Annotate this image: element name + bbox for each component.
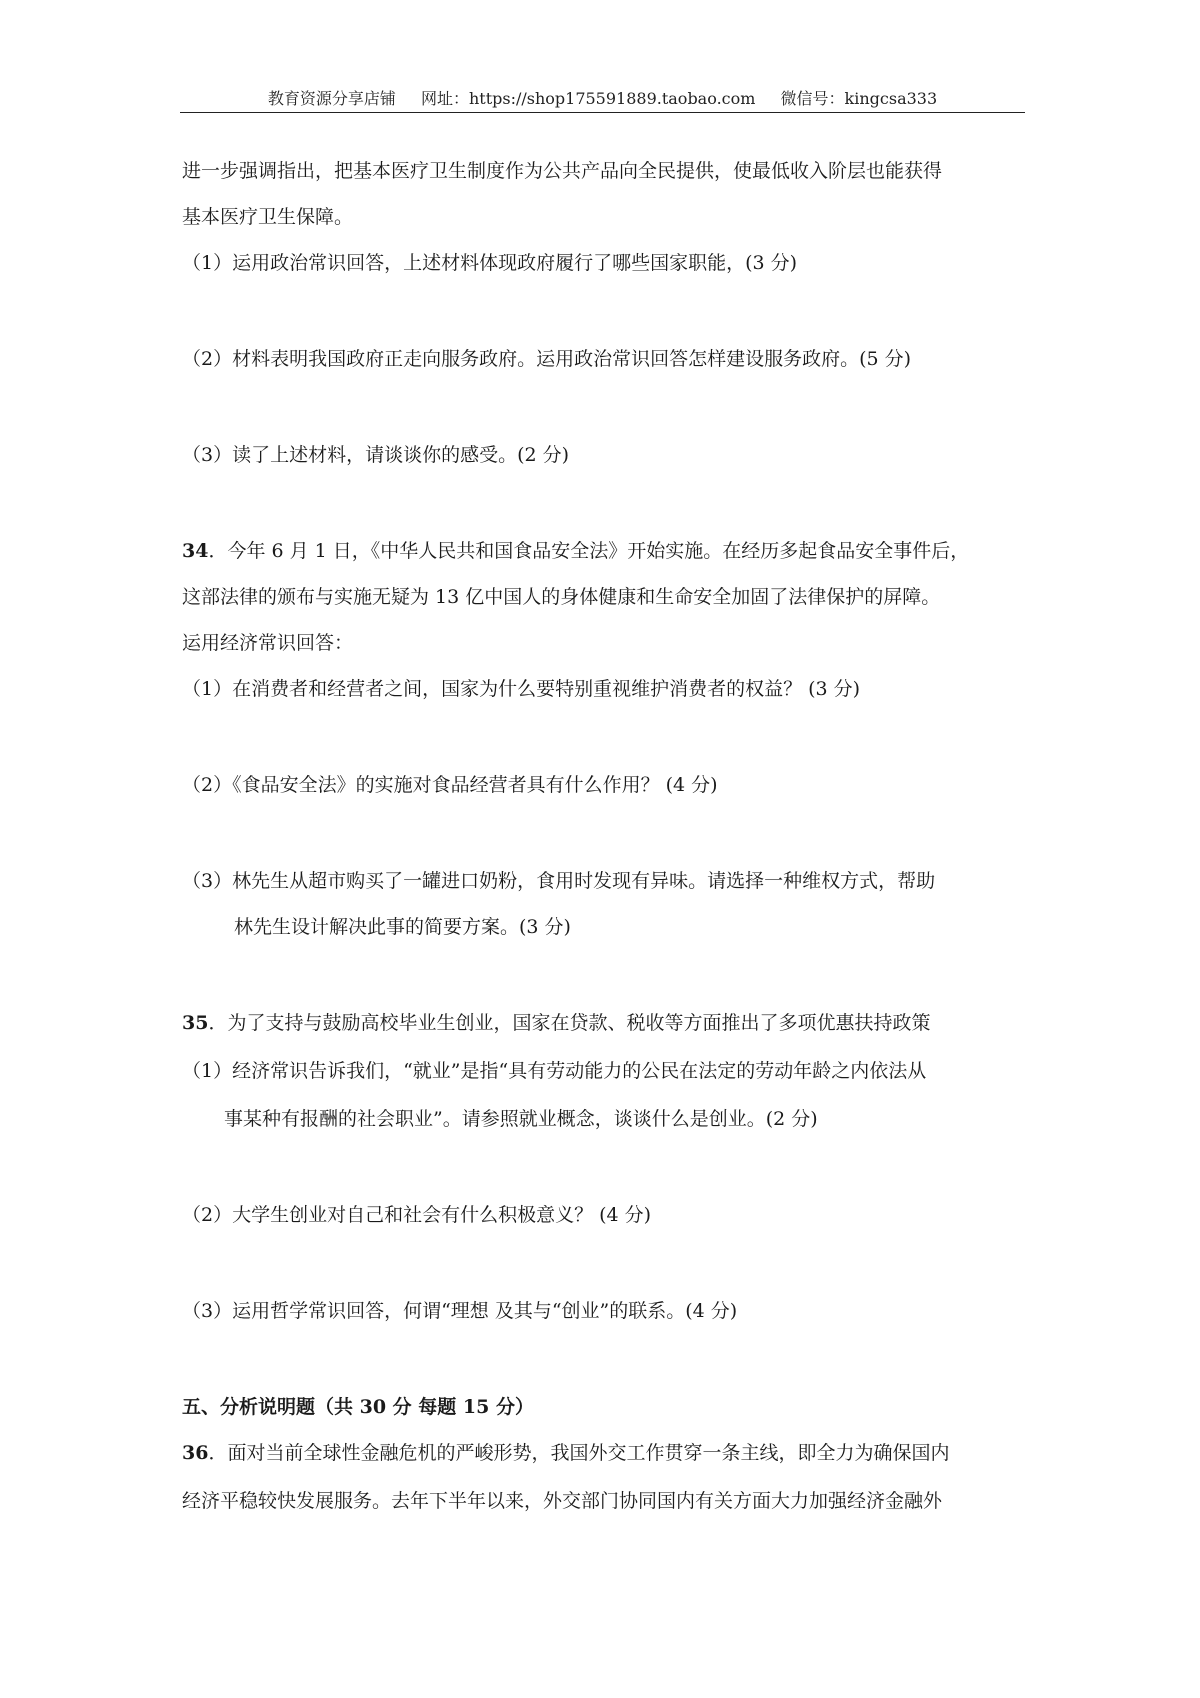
q33-subquestion-3: （3）读了上述材料，请谈谈你的感受。(2 分) xyxy=(182,444,570,466)
header-wechat: 微信号：kingcsa333 xyxy=(780,89,938,108)
q34-text-line-2: 这部法律的颁布与实施无疑为 13 亿中国人的身体健康和生命安全加固了法律保护的屏障。 xyxy=(182,586,941,608)
q35-subquestion-1-line-1: （1）经济常识告诉我们，“就业”是指“具有劳动能力的公民在法定的劳动年龄之内依法从 xyxy=(182,1060,927,1082)
q35-line-1-text: ．为了支持与鼓励高校毕业生创业，国家在贷款、税收等方面推出了多项优惠扶持政策 xyxy=(208,1012,931,1034)
q33-text-line-1: 进一步强调指出，把基本医疗卫生制度作为公共产品向全民提供，使最低收入阶层也能获得 xyxy=(182,160,943,182)
q35-subquestion-1-line-2: 事某种有报酬的社会职业”。请参照就业概念，谈谈什么是创业。(2 分) xyxy=(224,1108,818,1130)
q34-text-line-1 xyxy=(182,538,969,564)
q35-subquestion-2: （2）大学生创业对自己和社会有什么积极意义？ (4 分) xyxy=(182,1204,652,1226)
header-shop-name: 教育资源分享店铺 xyxy=(267,89,396,108)
q35-text-line-1 xyxy=(182,1010,930,1036)
q33-text-line-2: 基本医疗卫生保障。 xyxy=(182,206,354,228)
q34-subquestion-2: （2）《食品安全法》的实施对食品经营者具有什么作用？ (4 分) xyxy=(182,774,718,796)
q36-number: 36 xyxy=(182,1442,209,1464)
q34-subquestion-3-line-2: 林先生设计解决此事的简要方案。(3 分) xyxy=(234,916,571,938)
q35-number: 35 xyxy=(182,1012,209,1034)
page-header xyxy=(180,86,1025,112)
q36-text-line-1 xyxy=(182,1440,949,1466)
header-divider xyxy=(180,112,1025,113)
q33-subquestion-2: （2）材料表明我国政府正走向服务政府。运用政治常识回答怎样建设服务政府。(5 分) xyxy=(182,348,912,370)
section-5-title: 五、分析说明题（共 30 分 每题 15 分） xyxy=(182,1396,534,1418)
q34-subquestion-1: （1）在消费者和经营者之间，国家为什么要特别重视维护消费者的权益？ (3 分) xyxy=(182,678,861,700)
q35-subquestion-3: （3）运用哲学常识回答，何谓“理想 及其与“创业”的联系。(4 分) xyxy=(182,1300,738,1322)
q34-number: 34 xyxy=(182,540,209,562)
q36-line-1-text: ．面对当前全球性金融危机的严峻形势，我国外交工作贯穿一条主线，即全力为确保国内 xyxy=(208,1442,950,1464)
q34-subquestion-3-line-1: （3）林先生从超市购买了一罐进口奶粉，食用时发现有异味。请选择一种维权方式，帮助 xyxy=(182,870,936,892)
q36-text-line-2: 经济平稳较快发展服务。去年下半年以来，外交部门协同国内有关方面大力加强经济金融外 xyxy=(182,1490,943,1512)
q34-text-line-3: 运用经济常识回答： xyxy=(182,632,354,654)
q34-line-1-text: ．今年 6 月 1 日，《中华人民共和国食品安全法》开始实施。在经历多起食品安全事件后， xyxy=(208,540,970,562)
header-url: 网址：https://shop175591889.taobao.com xyxy=(420,89,756,108)
q33-subquestion-1: （1）运用政治常识回答，上述材料体现政府履行了哪些国家职能，(3 分) xyxy=(182,252,798,274)
